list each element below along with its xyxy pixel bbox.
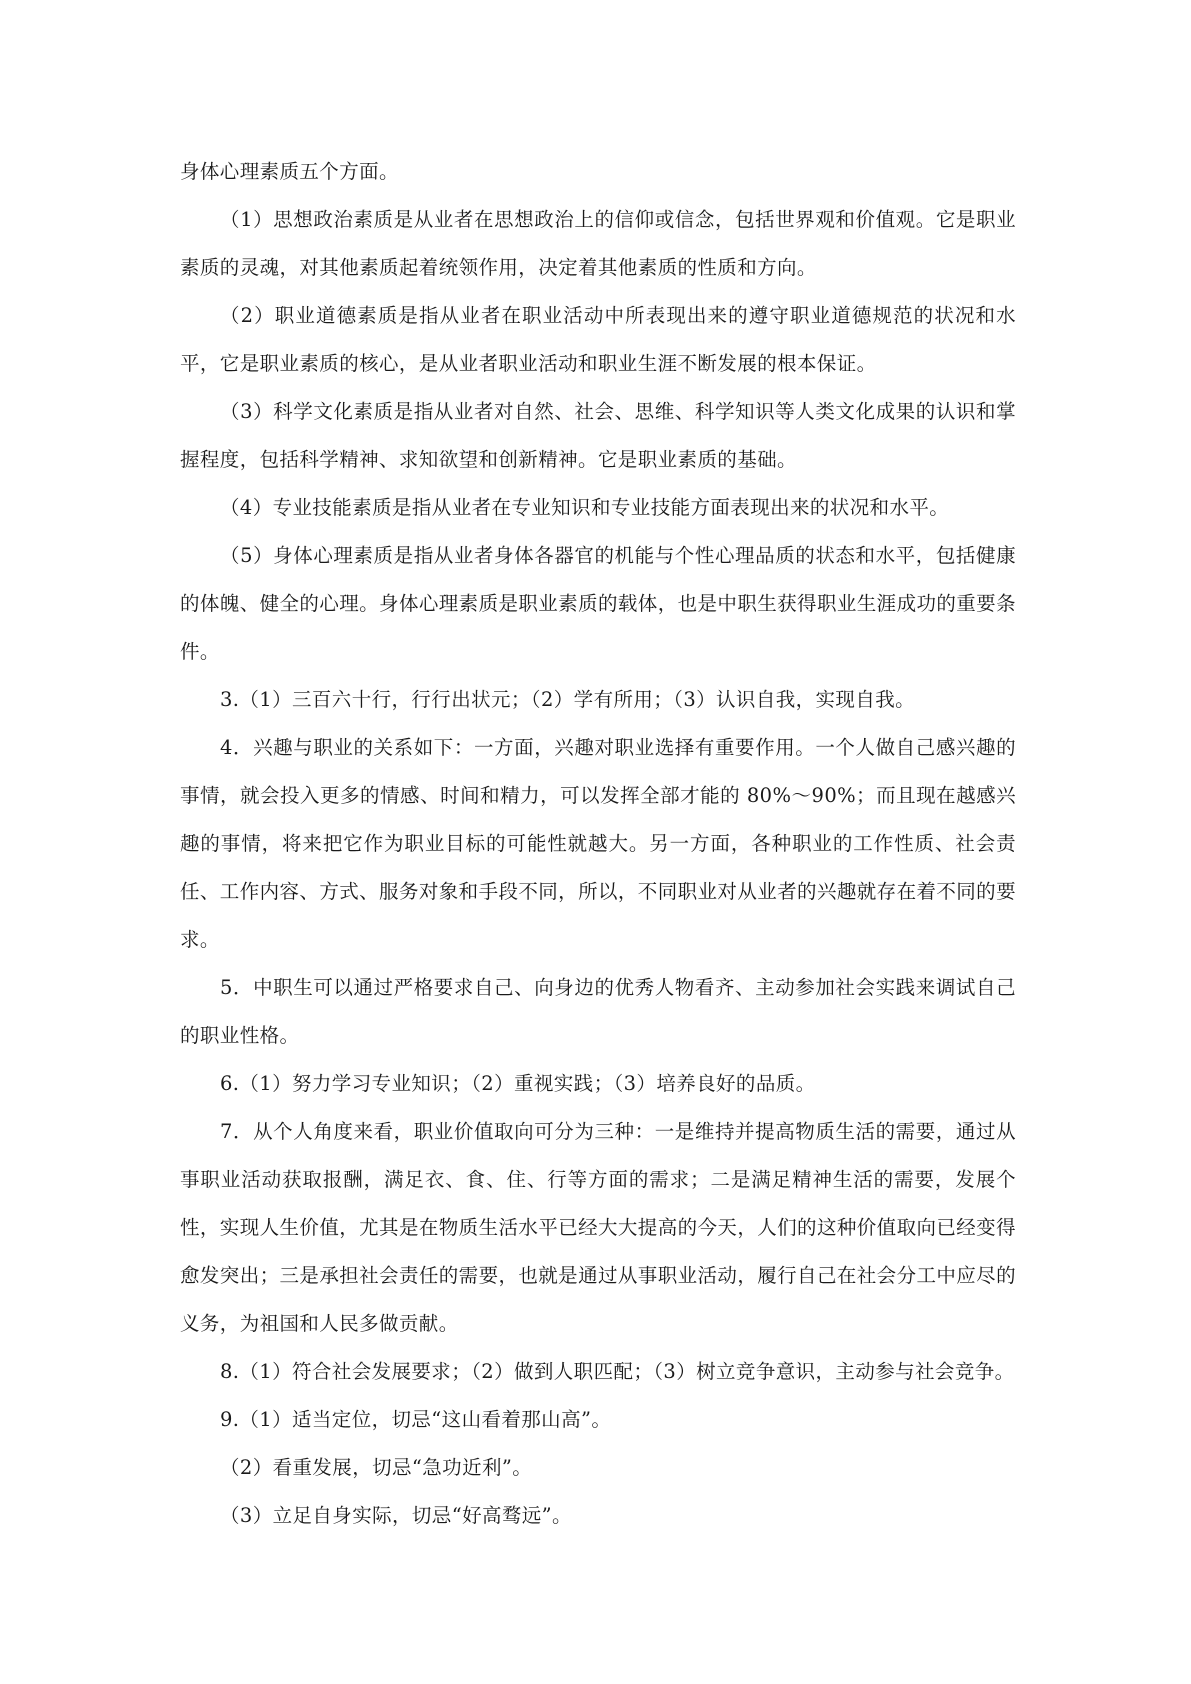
paragraph-intro-tail: 身体心理素质五个方面。 bbox=[180, 160, 399, 183]
answer-6: 6.（1）努力学习专业知识；（2）重视实践；（3）培养良好的品质。 bbox=[220, 1072, 816, 1095]
paragraph-moral-quality: （2）职业道德素质是指从业者在职业活动中所表现出来的遵守职业道德规范的状况和水平，它是职业素质的核心，是从业者职业活动和职业生涯不断发展的根本保证。 bbox=[180, 304, 1016, 375]
answer-9-item-3: （3）立足自身实际，切忌“好高骛远”。 bbox=[220, 1504, 572, 1527]
answer-9-item-1: 9.（1）适当定位，切忌“这山看着那山高”。 bbox=[220, 1408, 612, 1431]
answer-8: 8.（1）符合社会发展要求；（2）做到人职匹配；（3）树立竞争意识，主动参与社会竞争。 bbox=[220, 1360, 1015, 1383]
answer-9-item-2: （2）看重发展，切忌“急功近利”。 bbox=[220, 1456, 533, 1479]
answer-5: 5．中职生可以通过严格要求自己、向身边的优秀人物看齐、主动参加社会实践来调试自己的职业性格。 bbox=[180, 976, 1016, 1047]
paragraph-skill-quality: （4）专业技能素质是指从业者在专业知识和专业技能方面表现出来的状况和水平。 bbox=[220, 496, 950, 519]
document-body bbox=[180, 148, 1016, 1540]
paragraph-physical-quality: （5）身体心理素质是指从业者身体各器官的机能与个性心理品质的状态和水平，包括健康的体魄、健全的心理。身体心理素质是职业素质的载体，也是中职生获得职业生涯成功的重要条件。 bbox=[180, 544, 1016, 663]
paragraph-political-quality: （1）思想政治素质是从业者在思想政治上的信仰或信念，包括世界观和价值观。它是职业素质的灵魂，对其他素质起着统领作用，决定着其他素质的性质和方向。 bbox=[180, 208, 1016, 279]
answer-4: 4．兴趣与职业的关系如下：一方面，兴趣对职业选择有重要作用。一个人做自己感兴趣的事情，就会投入更多的情感、时间和精力，可以发挥全部才能的 80%～90%；而且现在越感兴趣的事情，将来把它作为职业目标的可能性就越大。另一方面，各种职业的工作性质、社会责任、工作内容、方式、服务对象和手段不同，所以，不同职业对从业者的兴趣就存在着不同的要求。 bbox=[180, 736, 1016, 951]
answer-7: 7．从个人角度来看，职业价值取向可分为三种：一是维持并提高物质生活的需要，通过从事职业活动获取报酬，满足衣、食、住、行等方面的需求；二是满足精神生活的需要，发展个性，实现人生价值，尤其是在物质生活水平已经大大提高的今天，人们的这种价值取向已经变得愈发突出；三是承担社会责任的需要，也就是通过从事职业活动，履行自己在社会分工中应尽的义务，为祖国和人民多做贡献。 bbox=[180, 1120, 1016, 1335]
answer-3: 3.（1）三百六十行，行行出状元；（2）学有所用；（3）认识自我，实现自我。 bbox=[220, 688, 916, 711]
paragraph-cultural-quality: （3）科学文化素质是指从业者对自然、社会、思维、科学知识等人类文化成果的认识和掌握程度，包括科学精神、求知欲望和创新精神。它是职业素质的基础。 bbox=[180, 400, 1016, 471]
